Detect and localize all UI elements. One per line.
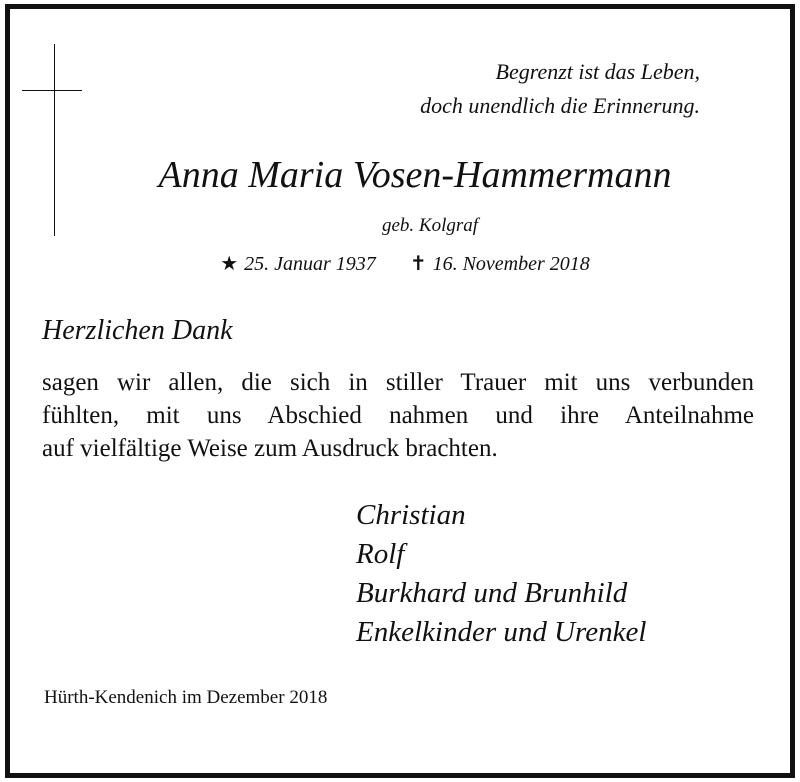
death-date: 16. November 2018 bbox=[432, 253, 590, 275]
deceased-name: Anna Maria Vosen-Hammermann bbox=[158, 154, 672, 196]
thanks-heading: Herzlichen Dank bbox=[42, 315, 233, 346]
thanks-line: fühlten, mit uns Abschied nahmen und ihre Anteilnahme bbox=[42, 402, 754, 429]
birth-date: 25. Januar 1937 bbox=[244, 253, 376, 275]
signers-list bbox=[356, 496, 646, 652]
thanks-text bbox=[42, 366, 754, 465]
motto-line-1: Begrenzt ist das Leben, bbox=[495, 59, 700, 84]
motto-line-2: doch unendlich die Erinnerung. bbox=[420, 93, 700, 118]
thanks-line: auf vielfältige Weise zum Ausdruck brachten. bbox=[42, 435, 498, 462]
signer: Rolf bbox=[356, 538, 405, 570]
life-dates bbox=[0, 250, 800, 278]
motto bbox=[300, 55, 700, 123]
cross-icon bbox=[22, 44, 82, 236]
signer: Enkelkinder und Urenkel bbox=[356, 616, 647, 648]
cross-death-icon: ✝ bbox=[409, 253, 427, 275]
birth-name: geb. Kolgraf bbox=[381, 215, 479, 236]
star-icon: ★ bbox=[220, 253, 239, 275]
signer: Burkhard und Brunhild bbox=[356, 577, 628, 609]
signer: Christian bbox=[356, 499, 466, 531]
place-and-date: Hürth-Kendenich im Dezember 2018 bbox=[44, 687, 328, 708]
thanks-line: sagen wir allen, die sich in stiller Trauer mit uns verbunden bbox=[42, 369, 754, 396]
